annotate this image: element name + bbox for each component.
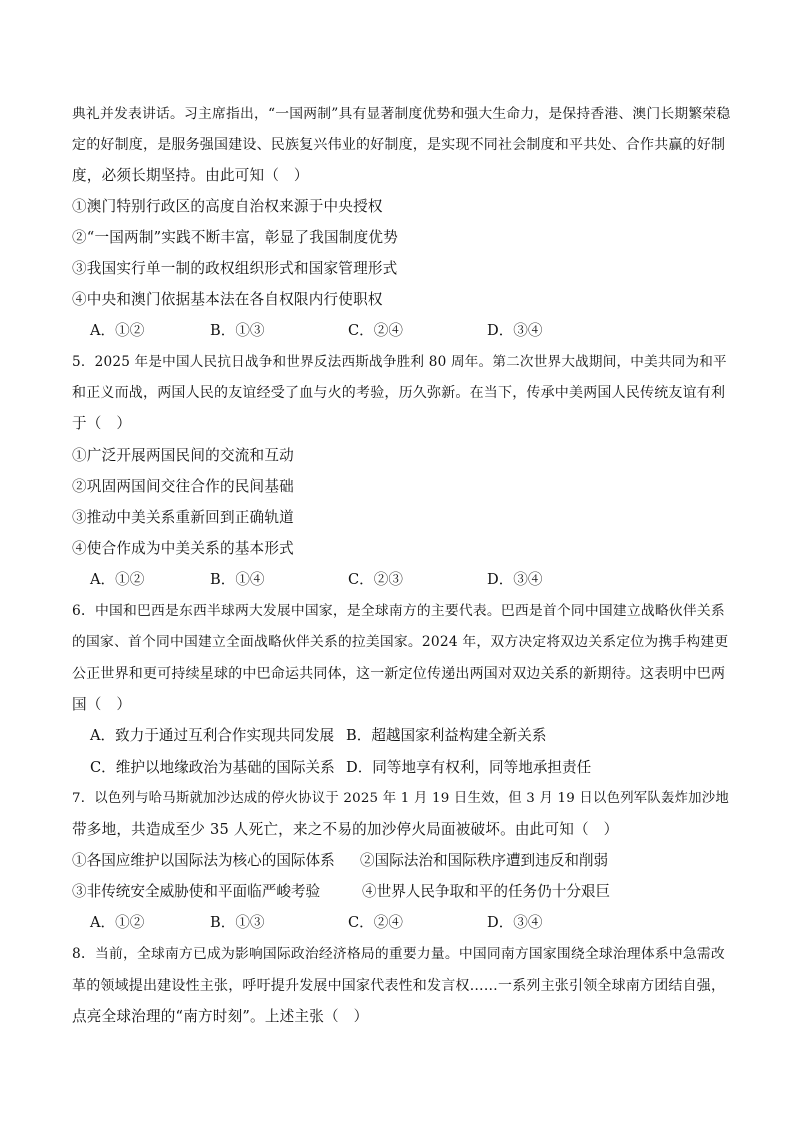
q8-stem-line-1: 8．当前，全球南方已成为影响国际政治经济格局的重要力量。中国同南方国家围绕全球治理体系中急需改: [72, 946, 725, 962]
q5-stem-line-1: 5．2025 年是中国人民抗日战争和世界反法西斯战争胜利 80 周年。第二次世界大战期间，中美共同为和平: [72, 354, 727, 370]
q6-stem-line-4: 国（ ）: [72, 696, 132, 713]
q6-stem-line-1: 6．中国和巴西是东西半球两大发展中国家，是全球南方的主要代表。巴西是首个同中国建立战略伙伴关系: [72, 603, 725, 619]
q5-stem-line-2: 和正义而战，两国人民的友谊经受了血与火的考验，历久弥新。在当下，传承中美两国人民传统友谊有利: [72, 385, 726, 401]
q7-item-1: ①各国应维护以国际法为核心的国际体系: [72, 852, 335, 869]
q4-choice-c: C．②④: [348, 322, 403, 339]
q6-stem-line-3: 公正世界和更可持续星球的中巴命运共同体，这一新定位传递出两国对双边关系的新期待。这表明中巴两: [72, 666, 726, 682]
q4-item-3: ③我国实行单一制的政权组织形式和国家管理形式: [72, 260, 398, 277]
q4-stem-line-1: 典礼并发表讲话。习主席指出，“一国两制”具有显著制度优势和强大生命力，是保持香港、澳门长期繁荣稳: [72, 106, 731, 122]
q4-choice-a: A．①②: [90, 322, 145, 339]
q4-item-4: ④中央和澳门依据基本法在各自权限内行使职权: [72, 291, 383, 308]
q5-item-3: ③推动中美关系重新回到正确轨道: [72, 509, 294, 526]
q6-choice-d: D．同等地享有权利，同等地承担责任: [346, 759, 592, 776]
q7-choice-b: B．①③: [210, 914, 265, 931]
q4-stem-line-2: 定的好制度，是服务强国建设、民族复兴伟业的好制度，是实现不同社会制度和平共处、合作共赢的好制: [72, 137, 726, 153]
q5-choice-c: C．②③: [348, 571, 403, 588]
q7-choice-c: C．②④: [348, 914, 403, 931]
q7-item-3: ③非传统安全威胁使和平面临严峻考验: [72, 883, 321, 900]
q7-choice-d: D．③④: [487, 914, 543, 931]
q7-item-4: ④世界人民争取和平的任务仍十分艰巨: [362, 883, 611, 900]
q4-stem-line-3: 度，必须长期坚持。由此可知（ ）: [72, 167, 309, 184]
q5-choice-b: B．①④: [210, 571, 265, 588]
q5-stem-line-3: 于（ ）: [72, 415, 132, 432]
q4-choice-d: D．③④: [487, 322, 543, 339]
q5-item-1: ①广泛开展两国民间的交流和互动: [72, 447, 294, 464]
q6-choice-a: A．致力于通过互利合作实现共同发展: [90, 727, 335, 744]
q4-item-1: ①澳门特别行政区的高度自治权来源于中央授权: [72, 198, 383, 215]
q6-choice-c: C．维护以地缘政治为基础的国际关系: [90, 759, 335, 776]
q8-stem-line-2: 革的领域提出建设性主张，呼吁提升发展中国家代表性和发言权……一系列主张引领全球南方团结自强，: [72, 978, 726, 994]
q5-choice-a: A．①②: [90, 571, 145, 588]
q4-choice-b: B．①③: [210, 322, 265, 339]
q6-choice-b: B．超越国家利益构建全新关系: [346, 727, 547, 744]
q5-choice-d: D．③④: [487, 571, 543, 588]
q4-item-2: ②“一国两制”实践不断丰富，彰显了我国制度优势: [72, 229, 398, 246]
q7-choice-a: A．①②: [90, 914, 145, 931]
q7-item-2: ②国际法治和国际秩序遭到违反和削弱: [360, 852, 609, 869]
q8-stem-line-3: 点亮全球治理的“南方时刻”。上述主张（ ）: [72, 1008, 369, 1025]
q5-item-4: ④使合作成为中美关系的基本形式: [72, 540, 294, 557]
q5-item-2: ②巩固两国间交往合作的民间基础: [72, 478, 294, 495]
q6-stem-line-2: 的国家、首个同中国建立全面战略伙伴关系的拉美国家。2024 年，双方决定将双边关系定位为携手构建更: [72, 634, 729, 650]
q7-stem-line-1: 7．以色列与哈马斯就加沙达成的停火协议于 2025 年 1 月 19 日生效，但 3 月 19 日以色列军队轰炸加沙地: [72, 791, 729, 806]
q7-stem-line-2: 带多地，共造成至少 35 人死亡，来之不易的加沙停火局面被破坏。由此可知（ ）: [72, 821, 619, 838]
